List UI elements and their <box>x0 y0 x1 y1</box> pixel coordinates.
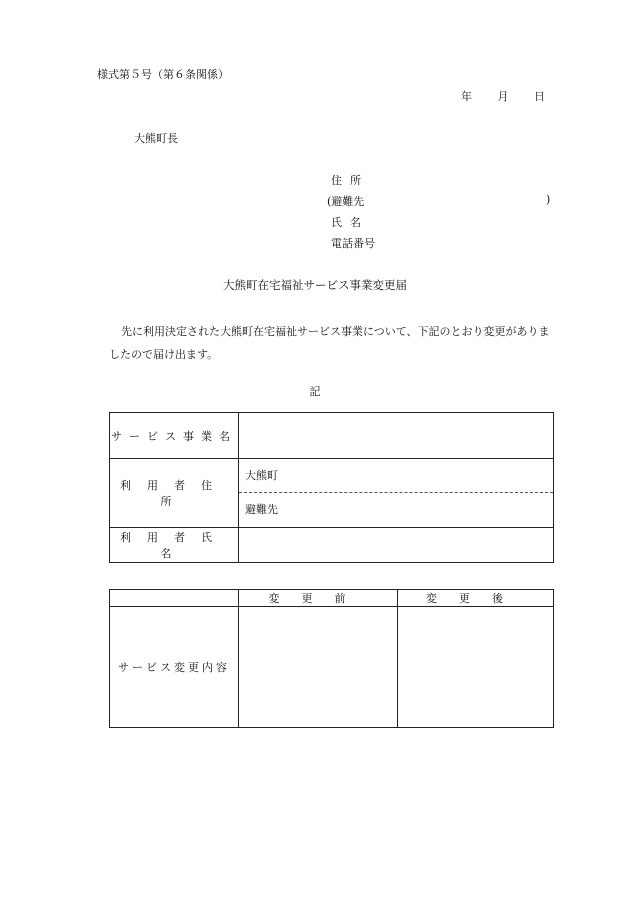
form-number: 様式第５号（第６条関係） <box>97 68 229 81</box>
applicant-phone-label: 電話番号 <box>331 237 375 250</box>
user-name-label: 利用者氏名 <box>120 531 228 560</box>
table-row <box>110 590 554 607</box>
document-title: 大熊町在宅福祉サービス事業変更届 <box>223 278 407 292</box>
user-address-label: 利用者住所 <box>120 479 228 508</box>
body-text: 先に利用決定された大熊町在宅福祉サービス事業について、下記のとおり変更がありましたので届け出ます。 <box>109 325 550 361</box>
date-month: 月 <box>497 90 509 103</box>
applicant-evacuation-close: ) <box>546 193 551 206</box>
applicant-address-label: 住所 <box>331 174 369 187</box>
change-content-table <box>109 589 554 728</box>
ki-heading: 記 <box>309 385 321 398</box>
service-name-field[interactable] <box>239 413 554 459</box>
date-day: 日 <box>534 90 545 103</box>
applicant-name-label: 氏名 <box>331 216 369 229</box>
service-name-label: サービス事業名 <box>111 429 237 443</box>
user-address-town-field[interactable]: 大熊町 <box>239 460 553 493</box>
change-content-label: サービス変更内容 <box>118 661 230 674</box>
before-change-field[interactable] <box>239 607 398 728</box>
header-empty-cell <box>110 590 239 607</box>
service-name-label-cell <box>110 413 239 459</box>
date-year: 年 <box>461 90 472 103</box>
table-row <box>110 607 554 728</box>
addressee: 大熊町長 <box>134 132 178 145</box>
user-name-label-cell <box>110 528 239 563</box>
after-change-field[interactable] <box>398 607 554 728</box>
change-content-label-cell <box>110 607 239 728</box>
applicant-evacuation-label: (避難先 <box>327 195 365 208</box>
service-info-table <box>109 412 554 563</box>
before-change-header: 変更前 <box>239 590 398 607</box>
table-row <box>110 413 554 459</box>
date-line <box>461 88 545 104</box>
user-address-cell <box>239 459 554 528</box>
user-address-label-cell <box>110 459 239 528</box>
after-change-header: 変更後 <box>398 590 554 607</box>
table-row <box>110 459 554 528</box>
table-row <box>110 528 554 563</box>
user-address-evac-field[interactable]: 避難先 <box>245 502 278 516</box>
user-name-field[interactable] <box>239 528 554 563</box>
